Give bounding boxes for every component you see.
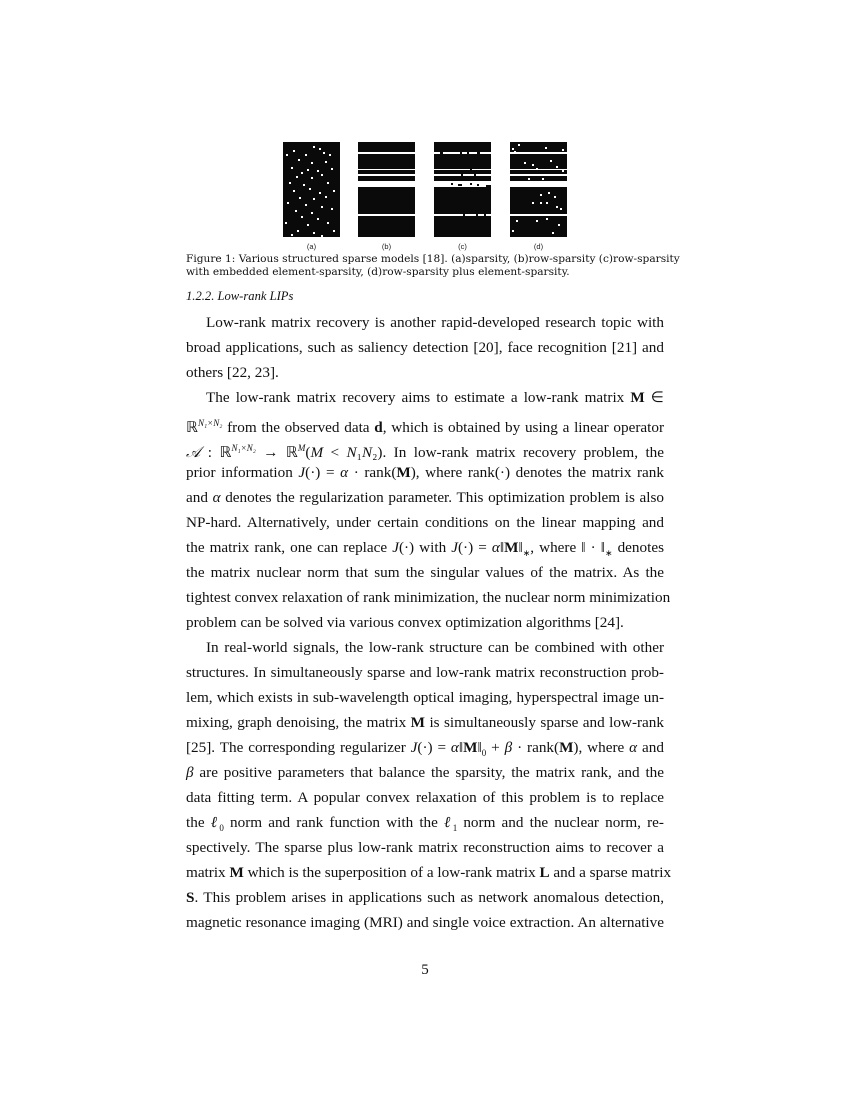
figure-panel-b-label: (b) (381, 242, 392, 251)
sparse-element-dot (307, 224, 309, 226)
text-line (186, 863, 672, 883)
sparse-element-dot (287, 202, 289, 204)
sparse-element-dot (556, 206, 558, 208)
text-line (186, 488, 664, 508)
sparse-element-dot (321, 206, 323, 208)
sparse-element-dot (325, 161, 327, 163)
sparse-element-dot (562, 174, 564, 176)
sparse-element-dot (331, 208, 333, 210)
text-line (186, 888, 664, 908)
text-line (186, 813, 664, 833)
math-real-space: ℝ$^{N_1\times N_2}$ (186, 418, 223, 437)
sparse-element-dot (319, 192, 321, 194)
sparse-element-dot (554, 196, 556, 198)
text-segment: β are positive parameters that balance the sparsity, the matrix rank, and the (186, 764, 664, 781)
sparse-element-dot (319, 148, 321, 150)
sparse-element-dot (325, 196, 327, 198)
sparse-element-dot (311, 177, 313, 179)
text-line: others [22, 23]. (186, 364, 279, 381)
text-line (186, 438, 665, 462)
sparse-element-dot (295, 210, 297, 212)
sparse-element-dot (333, 230, 335, 232)
text-segment: the ℓ$_0$ norm and rank function with the ℓ$_1$ norm and the nuclear norm, re- (186, 814, 664, 834)
math-vector-d: d (374, 419, 383, 437)
figure-panel-d-label: (d) (533, 242, 544, 251)
text-line: In real-world signals, the low-rank structure can be combined with other (206, 639, 664, 656)
sparse-element-dot (550, 160, 552, 162)
sparse-element-dot (546, 202, 548, 204)
text-line: lem, which exists in sub-wavelength optical imaging, hyperspectral image un- (186, 689, 664, 706)
math-matrix-M: M (630, 389, 645, 406)
sparse-element-dot (285, 222, 287, 224)
sparse-element-dot (556, 166, 558, 168)
sparse-element-dot (331, 168, 333, 170)
sparse-element-dot (296, 176, 298, 178)
sparse-element-dot (291, 167, 293, 169)
figure-panel-b-row-sparsity (358, 142, 415, 237)
sparse-element-dot (309, 188, 311, 190)
sparse-element-dot (313, 198, 315, 200)
text-line (186, 463, 664, 483)
text-line: NP-hard. Alternatively, under certain conditions on the linear mapping and (186, 514, 664, 531)
sparse-element-dot (307, 169, 309, 171)
sparse-element-dot (289, 182, 291, 184)
text-segment: and α denotes the regularization parameter. This optimization problem is also (186, 489, 664, 506)
subsection-heading: 1.2.2. Low-rank LIPs (186, 289, 294, 303)
text-line (186, 388, 664, 408)
sparse-element-dot (514, 151, 516, 153)
sparse-element-dot (299, 197, 301, 199)
figure-panel-a-sparsity (283, 142, 340, 237)
text-line: data fitting term. A popular convex relaxation of this problem is to replace (186, 789, 664, 806)
sparse-element-dot (317, 170, 319, 172)
text-segment: The low-rank matrix recovery aims to estimate a low-rank matrix (206, 389, 631, 406)
sparse-element-dot (293, 150, 295, 152)
text-line: spectively. The sparse plus low-rank matrix reconstruction aims to recover a (186, 839, 664, 856)
text-line (186, 538, 664, 558)
sparse-element-dot (545, 147, 547, 149)
text-segment: the matrix rank, one can replace J(·) with $J(\cdot) = \alpha‖M‖_∗$, where ‖ · $‖_∗$ denotes (186, 539, 664, 559)
sparse-element-dot (313, 146, 315, 148)
sparse-element-dot (536, 168, 538, 170)
text-line: broad applications, such as saliency detection [20], face recognition [21] and (186, 339, 664, 356)
sparse-element-dot (297, 230, 299, 232)
text-segment: S. This problem arises in applications such as network anomalous detection, (186, 889, 664, 906)
sparse-element-dot (327, 182, 329, 184)
text-line: problem can be solved via various convex optimization algorithms [24]. (186, 614, 624, 631)
sparse-element-dot (313, 232, 315, 234)
text-segment: prior information J(·) = α · rank(M), where rank(·) denotes the matrix rank (186, 464, 664, 481)
text-line: the matrix nuclear norm that sum the singular values of the matrix. As the (186, 564, 664, 581)
sparse-element-dot (311, 212, 313, 214)
sparse-element-dot (540, 194, 542, 196)
text-segment: mixing, graph denoising, the matrix M is simultaneously sparse and low-rank (186, 714, 664, 731)
text-line (186, 763, 664, 783)
sparse-element-dot (323, 152, 325, 154)
figure-panel-c-row-element-sparsity (434, 142, 491, 237)
sparse-element-dot (528, 178, 530, 180)
page-number: 5 (421, 962, 429, 978)
math-operator-A: 𝒜 (186, 444, 201, 462)
text-line (186, 713, 664, 733)
figure-panel-c-label: (c) (458, 242, 467, 251)
sparse-element-dot (558, 224, 560, 226)
sparse-element-dot (524, 162, 526, 164)
figure-panel-a-label: (a) (306, 242, 317, 251)
text-line: magnetic resonance imaging (MRI) and single voice extraction. An alternative (186, 914, 664, 931)
sparse-element-dot (552, 232, 554, 234)
sparse-element-dot (532, 164, 534, 166)
sparse-element-dot (321, 174, 323, 176)
sparse-element-dot (562, 149, 564, 151)
text-segment: matrix M which is the superposition of a low-rank matrix L and a sparse matrix (186, 864, 672, 881)
sparse-element-dot (532, 202, 534, 204)
sparse-element-dot (298, 159, 300, 161)
text-line (186, 738, 664, 758)
text-line: tightest convex relaxation of rank minimization, the nuclear norm minimization (186, 589, 671, 606)
figure-caption (186, 253, 680, 279)
text-segment: : ℝ$^{N_1\times N_2}$ → ℝ$^M$(M < N₁N₂). In low-rank matrix recovery problem, the (200, 443, 665, 462)
sparse-element-dot (536, 220, 538, 222)
sparse-element-dot (321, 235, 323, 237)
sparse-element-dot (540, 202, 542, 204)
sparse-element-dot (291, 234, 293, 236)
sparse-element-dot (518, 144, 520, 146)
text-line: Low-rank matrix recovery is another rapid-developed research topic with (206, 314, 664, 331)
text-line: structures. In simultaneously sparse and low-rank matrix reconstruction prob- (186, 664, 664, 681)
sparse-element-dot (317, 218, 319, 220)
sparse-element-dot (512, 230, 514, 232)
sparse-element-dot (293, 190, 295, 192)
text-line (186, 413, 664, 437)
text-segment: ∈ (644, 389, 664, 406)
text-segment: [25]. The corresponding regularizer $J(\cdot) = \alpha‖M‖_0 + \beta$ · rank(M), where α and (186, 739, 664, 759)
sparse-element-dot (333, 190, 335, 192)
sparse-element-dot (286, 154, 288, 156)
text-segment: , which is obtained by using a linear operator (382, 419, 664, 437)
figure-panel-d-row-plus-element-sparsity (510, 142, 567, 237)
sparse-element-dot (546, 218, 548, 220)
sparse-element-dot (562, 170, 564, 172)
sparse-element-dot (311, 162, 313, 164)
caption-line: with embedded element-sparsity, (d)row-sparsity plus element-sparsity. (186, 266, 570, 278)
text-segment: from the observed data (222, 419, 375, 437)
caption-line: Figure 1: Various structured sparse models [18]. (a)sparsity, (b)row-sparsity (c)row-sparsity (186, 253, 680, 265)
sparse-element-dot (548, 192, 550, 194)
sparse-element-dot (301, 216, 303, 218)
figure-1 (283, 142, 573, 252)
sparse-element-dot (516, 220, 518, 222)
sparse-element-dot (305, 154, 307, 156)
sparse-element-dot (305, 204, 307, 206)
sparse-element-dot (303, 184, 305, 186)
sparse-element-dot (560, 208, 562, 210)
sparse-element-dot (301, 172, 303, 174)
sparse-element-dot (512, 148, 514, 150)
sparse-element-dot (329, 154, 331, 156)
sparse-element-dot (542, 178, 544, 180)
sparse-element-dot (327, 222, 329, 224)
